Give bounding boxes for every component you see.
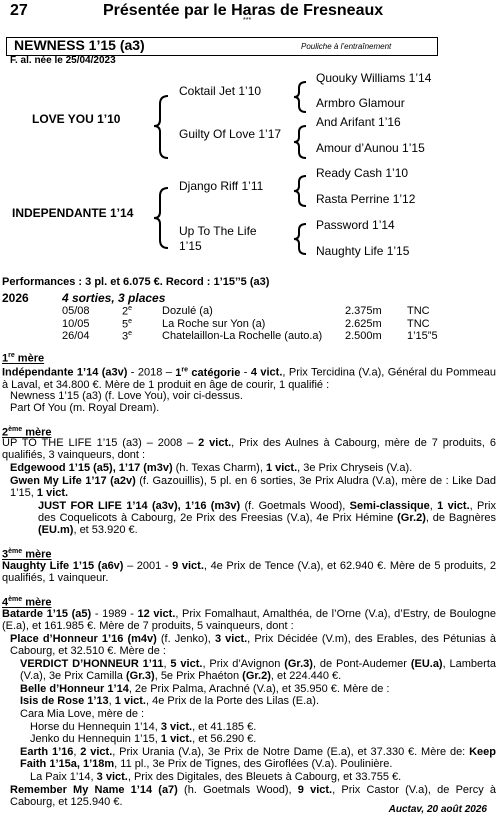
1st-dam-text: Indépendante 1’14 (a3v) - 2018 – 1re catégorie - 4 vict., Prix Tercidina (V.a), Général du Pommeau à Laval, et 34.800 €. Mère de 1 produit en âge de courir, 1 qualifié : xyxy=(2,366,497,391)
race-distance: 2.375m xyxy=(345,305,382,317)
3rd-dam-text: Naughty Life 1’15 (a6v) – 2001 - 9 vict., 4e Prix de Tence (V.a), et 62.940 €. Mère de 5 produits, 2 qualifiés, 1 vainqueur. xyxy=(2,560,497,585)
section-2nd-dam-title: 2ème mère xyxy=(2,426,52,439)
race-distance: 2.625m xyxy=(345,318,382,330)
dam-dam-line1: Up To The Life xyxy=(179,224,257,238)
4th-dam-progeny-2: VERDICT D’HONNEUR 1’11, 5 vict., Prix d’Avignon (Gr.3), de Pont-Audemer (EU.a), Lamberta (V.a), 3e Prix Camilla (Gr.3), 5e Prix Phaéton (Gr.2), et 224.440 €. xyxy=(20,658,497,683)
gg-4: Amour d’Aunou 1’15 xyxy=(316,141,425,155)
2nd-dam-progeny-3: JUST FOR LIFE 1’14 (a3v), 1’16 (m3v) (f. Goetmals Wood), Semi-classique, 1 vict., Prix des Coquelicots à Cabourg, 2e Prix des Freesias (V.a), 4e Prix Hémine (Gr.2), de Bagnères (EU.m), et 53.920 €. xyxy=(38,500,496,537)
dam-dam-line2: 1’15 xyxy=(179,239,202,253)
section-3rd-dam-title: 3ème mère xyxy=(2,548,52,561)
footer-date: Auctav, 20 août 2026 xyxy=(388,804,487,815)
horse-status: Pouliche à l’entraînement xyxy=(301,42,392,51)
4th-dam-progeny-7: La Paix 1’14, 3 vict., Prix des Digitales, des Bleuets à Cabourg, et 33.755 €. xyxy=(30,771,402,783)
4th-dam-text: Batarde 1’15 (a5) - 1989 - 12 vict., Prix Fomalhaut, Amalthéa, de l’Orne (V.a), d’Estry, de Boulogne (E.a), et 161.985 €. Mère de 7 produits, 5 vainqueurs, dont : xyxy=(2,608,496,633)
race-time: 1’15”5 xyxy=(407,330,438,342)
2nd-dam-progeny-1: Edgewood 1’15 (a5), 1’17 (m3v) (h. Texas Charm), 1 vict., 3e Prix Chryseis (V.a). xyxy=(10,462,413,474)
sire-sire: Coktail Jet 1’10 xyxy=(179,84,262,98)
race-place: 5e xyxy=(122,318,133,331)
race-date: 26/04 xyxy=(62,330,90,342)
4th-dam-progeny-3: Belle d’Honneur 1’14, 2e Prix Palma, Arachné (V.a), et 35.950 €. Mère de : Isis de Rose 1’13, 1 vict., 4e Prix de la Porte des Lilas (E.a). xyxy=(20,683,390,708)
gg-5: Ready Cash 1’10 xyxy=(316,166,409,180)
4th-dam-progeny-6: Earth 1’16, 2 vict., Prix Urania (V.a), 3e Prix de Notre Dame (E.a), et 37.330 €. Mère de: Keep Faith 1’15a, 1’18m, 11 pl., 3e Prix de Tignes, des Giroflées (V.a). Poulinière. xyxy=(20,746,496,771)
lot-number: 27 xyxy=(10,2,28,19)
dam-sire: Django Riff 1’11 xyxy=(179,179,264,193)
sire-dam: Guilty Of Love 1’17 xyxy=(179,127,282,141)
performances-summary: Performances : 3 pl. et 6.075 €. Record : 1’15’’5 (a3) xyxy=(2,276,270,288)
gg-1: Quouky Williams 1’14 xyxy=(316,71,432,85)
gg-2: Armbro Glamour xyxy=(316,96,405,110)
race-track: Dozulé (a) xyxy=(162,305,213,317)
1st-dam-progeny: Newness 1’15 (a3) (f. Love You), voir ci-dessus. Part Of You (m. Royal Dream). xyxy=(10,390,243,415)
race-place: 2e xyxy=(122,305,133,318)
race-distance: 2.500m xyxy=(345,330,382,342)
2nd-dam-text: UP TO THE LIFE 1’15 (a3) – 2008 – 2 vict., Prix des Aulnes à Cabourg, mère de 7 produits, 6 qualifiés, 3 vainqueurs, dont : xyxy=(2,437,497,462)
dam: INDEPENDANTE 1’14 xyxy=(12,206,134,220)
header-stars: *** xyxy=(243,17,252,24)
sire: LOVE YOU 1’10 xyxy=(32,112,121,126)
race-track: La Roche sur Yon (a) xyxy=(162,318,266,330)
2nd-dam-progeny-2: Gwen My Life 1’17 (a2v) (f. Gazouillis), 5 pl. en 6 sorties, 3e Prix Aludra (V.a), mère de : Like Dad 1’15, 1 vict. xyxy=(10,475,496,500)
race-place: 3e xyxy=(122,330,133,343)
race-time: TNC xyxy=(407,318,430,330)
horse-name: NEWNESS 1’15 (a3) xyxy=(14,37,145,53)
gg-8: Naughty Life 1’15 xyxy=(316,244,410,258)
perf-year-summary: 4 sorties, 3 places xyxy=(62,291,166,305)
horse-birth: F. al. née le 25/04/2023 xyxy=(10,55,116,66)
race-time: TNC xyxy=(407,305,430,317)
4th-dam-progeny-1: Place d’Honneur 1’16 (m4v) (f. Jenko), 3 vict., Prix Décidée (V.m), des Erables, des Pétunias à Cabourg, et 32.510 €. Mère de : xyxy=(10,633,496,658)
race-date: 05/08 xyxy=(62,305,90,317)
page-title: Présentée par le Haras de Fresneaux xyxy=(103,2,384,19)
section-4th-dam-title: 4ème mère xyxy=(2,596,52,609)
4th-dam-progeny-8: Remember My Name 1’14 (a7) (h. Goetmals Wood), 9 vict., Prix Castor (V.a), de Percy à Cabourg, et 125.940 €. xyxy=(10,784,497,809)
4th-dam-progeny-4: Cara Mia Love, mère de : xyxy=(20,708,145,720)
gg-6: Rasta Perrine 1’12 xyxy=(316,192,416,206)
gg-7: Password 1’14 xyxy=(316,218,395,232)
race-date: 10/05 xyxy=(62,318,90,330)
4th-dam-progeny-5: Horse du Hennequin 1’14, 3 vict., et 41.185 €. Jenko du Hennequin 1’15, 1 vict., et 56.290 €. xyxy=(30,721,257,746)
gg-3: And Arifant 1’16 xyxy=(316,115,401,129)
race-track: Chatelaillon-La Rochelle (auto.a) xyxy=(162,330,323,342)
section-1st-dam-title: 1re mère xyxy=(2,352,45,365)
perf-year: 2026 xyxy=(2,291,29,305)
